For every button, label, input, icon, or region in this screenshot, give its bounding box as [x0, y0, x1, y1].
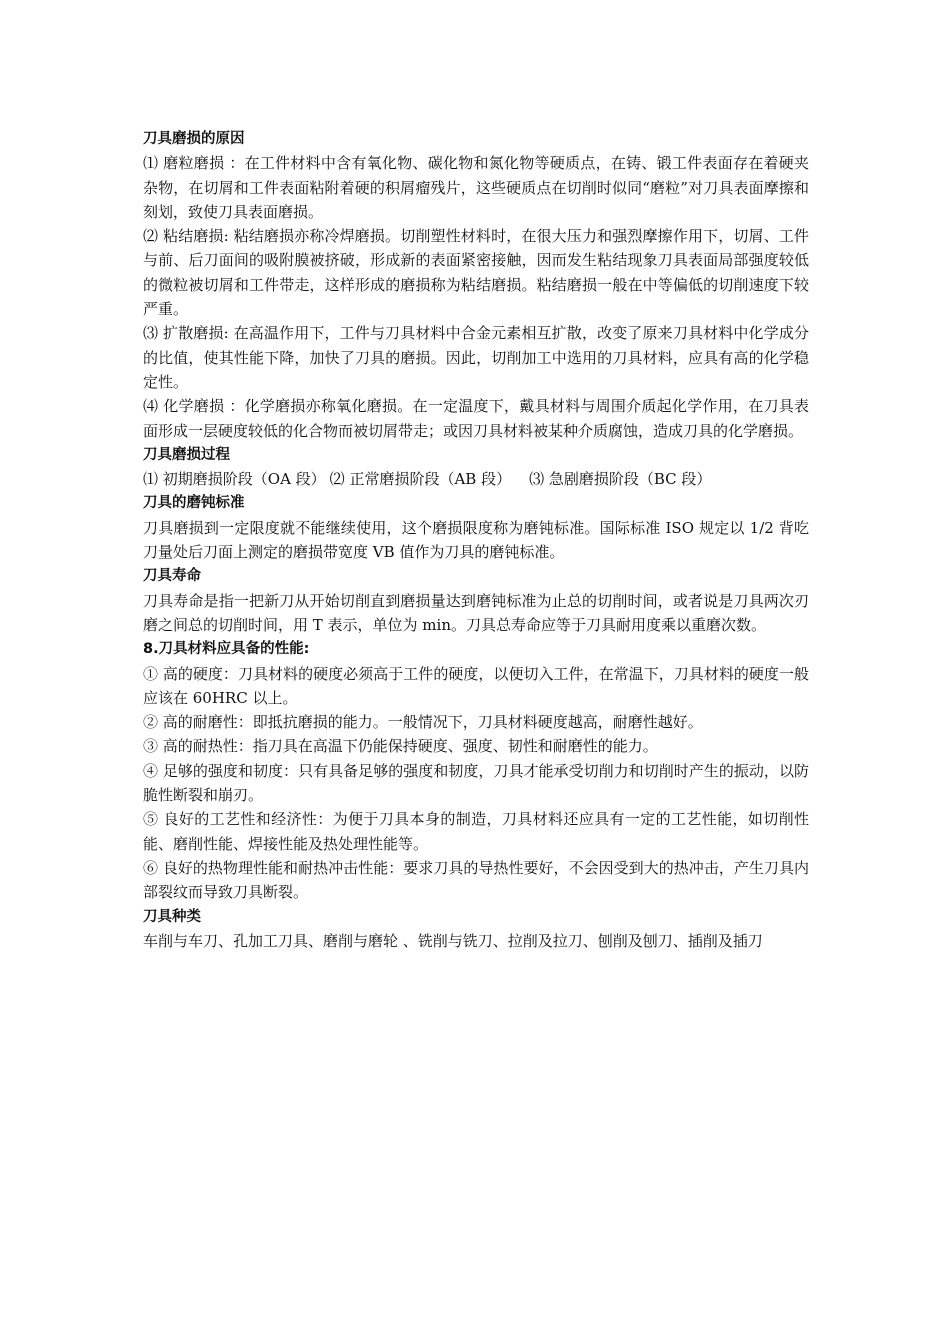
property-heat-resistance: ③ 高的耐热性：指刀具在高温下仍能保持硬度、强度、韧性和耐磨性的能力。 [143, 737, 658, 756]
abrasive-wear-paragraph: ⑴ 磨粒磨损 ：在工件材料中含有氧化物、碳化物和氮化物等硬质点，在铸、锻工件表面存在着硬夹杂物，在切屑和工件表面粘附着硬的积屑瘤残片，这些硬质点在切削时似同“磨粒”对刀具表面摩擦和刻划，致使刀具表面磨损。 [143, 154, 809, 221]
chemical-wear-paragraph: ⑷ 化学磨损 ：化学磨损亦称氧化磨损。在一定温度下，戴具材料与周围介质起化学作用，在刀具表面形成一层硬度较低的化合物而被切屑带走；或因刀具材料被某种介质腐蚀，造成刀具的化学磨损。 [143, 397, 809, 440]
section-heading-dulling-criterion: 刀具的磨钝标准 [143, 495, 245, 512]
property-strength-toughness: ④ 足够的强度和韧度：只有具备足够的强度和韧度，刀具才能承受切削力和切削时产生的振动，以防脆性断裂和崩刃。 [143, 761, 809, 805]
tool-types-paragraph: 车削与车刀、孔加工刀具、磨削与磨轮 、铣削与铣刀、拉削及拉刀、刨削及刨刀、插削及插刀 [143, 931, 763, 950]
property-thermal-shock: ⑥ 良好的热物理性能和耐热冲击性能：要求刀具的导热性要好，不会因受到大的热冲击，产生刀具内部裂纹而导致刀具断裂。 [143, 858, 809, 902]
property-manufacturability: ⑤ 良好的工艺性和经济性：为便于刀具本身的制造，刀具材料还应具有一定的工艺性能，如切削性能、磨削性能、焊接性能及热处理性能等。 [143, 810, 809, 853]
section-heading-wear-causes: 刀具磨损的原因 [143, 131, 245, 147]
property-hardness: ① 高的硬度：刀具材料的硬度必须高于工件的硬度，以便切入工件，在常温下，刀具材料的硬度一般应该在 60HRC 以上。 [143, 664, 809, 707]
document-page [143, 127, 809, 953]
tool-life-paragraph: 刀具寿命是指一把新刀从开始切削直到磨损量达到磨钝标准为止总的切削时间，或者说是刀具两次刃磨之间总的切削时间，用 T 表示，单位为 min。刀具总寿命应等于刀具耐用度乘以重磨次数。 [143, 591, 809, 634]
section-heading-tool-life: 刀具寿命 [143, 568, 201, 585]
wear-stage-rapid: ⑶ 急剧磨损阶段（BC 段） [529, 470, 712, 489]
wear-stages-line [143, 467, 809, 491]
adhesive-wear-paragraph: ⑵ 粘结磨损: 粘结磨损亦称冷焊磨损。切削塑性材料时，在很大压力和强烈摩擦作用下，切屑、工件与前、后刀面间的吸附膜被挤破，形成新的表面紧密接触，因而发生粘结现象刀具表面局部强度较低的微粒被切屑和工件带走，这样形成的磨损称为粘结磨损。粘结磨损一般在中等偏低的切削速度下较严重。 [143, 227, 809, 319]
section-heading-material-properties: 8.刀具材料应具备的性能: [143, 641, 310, 658]
wear-stage-normal: ⑵ 正常磨损阶段（AB 段） [329, 470, 512, 489]
property-wear-resistance: ② 高的耐磨性：即抵抗磨损的能力。一般情况下，刀具材料硬度越高，耐磨性越好。 [143, 713, 703, 732]
wear-stage-initial: ⑴ 初期磨损阶段（OA 段） [143, 470, 326, 489]
section-heading-tool-types: 刀具种类 [143, 908, 201, 925]
dulling-criterion-paragraph: 刀具磨损到一定限度就不能继续使用，这个磨损限度称为磨钝标准。国际标准 ISO 规定以 1/2 背吃刀量处后刀面上测定的磨损带宽度 VB 值作为刀具的磨钝标准。 [143, 518, 809, 562]
diffusion-wear-paragraph: ⑶ 扩散磨损: 在高温作用下，工件与刀具材料中合金元素相互扩散，改变了原来刀具材料中化学成分的比值，使其性能下降，加快了刀具的磨损。因此，切削加工中选用的刀具材料，应具有高的化学稳定性。 [143, 324, 809, 391]
section-heading-wear-process: 刀具磨损过程 [143, 446, 230, 463]
